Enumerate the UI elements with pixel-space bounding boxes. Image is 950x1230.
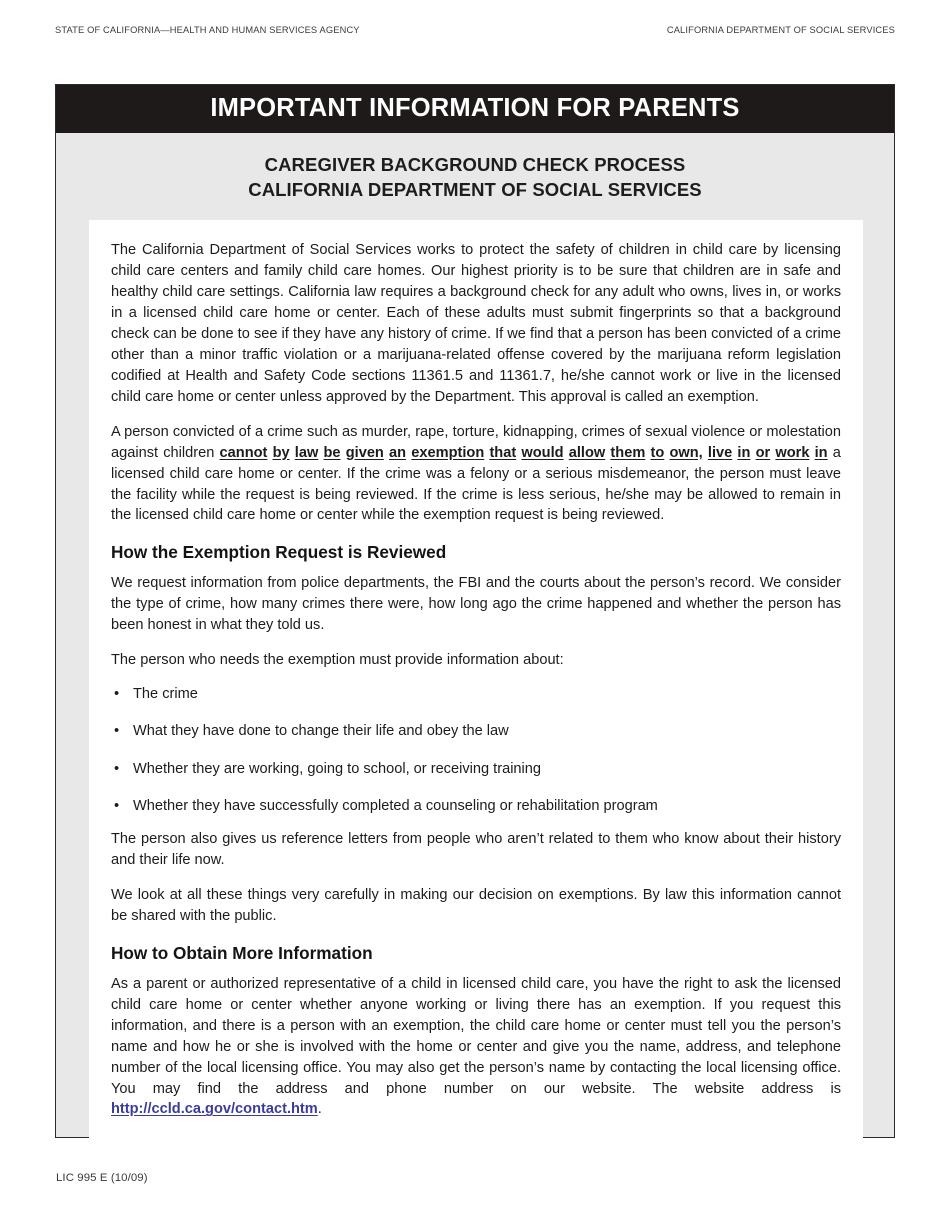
website-link[interactable]: http://ccld.ca.gov/contact.htm <box>111 1101 318 1118</box>
form-number: LIC 995 E (10/09) <box>56 1172 148 1184</box>
list-item-label: Whether they are working, going to school, or receiving training <box>133 760 542 777</box>
agency-header-left: STATE OF CALIFORNIA—HEALTH AND HUMAN SERVICES AGENCY <box>55 25 360 35</box>
subtitle-line-1: CAREGIVER BACKGROUND CHECK PROCESS <box>264 154 686 175</box>
list-item <box>111 721 841 741</box>
paragraph-intro: The California Department of Social Services works to protect the safety of children in child care by licensing child care centers and family child care homes. Our highest priority is to be sure that children are in safe and healthy child care settings. California law requires a background check for any adult who owns, lives in, or works in a licensed child care home or center. Each of these adults must submit fingerprints so that a background check can be done to see if they have any history of crime. If we find that a person has been convicted of a crime other than a minor traffic violation or a marijuana-related offense covered by the marijuana reform legislation codified at Health and Safety Code sections 11361.5 and 11361.7, he/she cannot work or live in the licensed child care home or center unless approved by the Department. This approval is called an exemption. <box>111 242 841 405</box>
paragraph-confidentiality: We look at all these things very carefully in making our decision on exemptions. By law this information cannot be shared with the public. <box>111 887 841 925</box>
paragraph-prohibition-post: a licensed child care home or center. If the crime was a felony or a serious misdemeanor, the person must leave the facility while the request is being reviewed. If the crime is less serious, he/she may be allowed to remain in the licensed child care home or center while the exemption request is being reviewed. <box>111 444 841 524</box>
bullet-icon: • <box>114 723 120 740</box>
list-item-label: The crime <box>133 685 198 702</box>
information-bullet-list <box>111 684 841 817</box>
paragraph-review-process: We request information from police departments, the FBI and the courts about the person’s record. We consider the type of crime, how many crimes there were, how long ago the crime happened and whether the person has been honest in what they told us. <box>111 575 841 633</box>
list-item <box>111 684 841 704</box>
page-title: IMPORTANT INFORMATION FOR PARENTS <box>210 93 740 122</box>
subtitle-block <box>56 133 894 220</box>
agency-header-right: CALIFORNIA DEPARTMENT OF SOCIAL SERVICES <box>666 25 895 35</box>
paragraph-prohibition <box>111 422 841 527</box>
paragraph-parent-rights-post: . <box>317 1101 322 1118</box>
list-item <box>111 759 841 779</box>
paragraph-reference-letters: The person also gives us reference letters from people who aren’t related to them who know about their history and their life now. <box>111 831 841 869</box>
title-banner <box>56 85 894 133</box>
bullet-icon: • <box>114 798 120 815</box>
heading-exemption-review: How the Exemption Request is Reviewed <box>111 542 447 563</box>
bullet-icon: • <box>114 685 120 702</box>
list-item-label: Whether they have successfully completed a counseling or rehabilitation program <box>133 798 658 815</box>
paragraph-parent-rights <box>111 974 841 1121</box>
agency-header <box>55 25 895 35</box>
heading-more-information: How to Obtain More Information <box>111 943 373 964</box>
paragraph-info-lead-in: The person who needs the exemption must provide information about: <box>111 651 564 668</box>
document-frame <box>55 84 895 1138</box>
list-item <box>111 796 841 816</box>
paragraph-prohibition-emphasis: cannot by law be given an exemption that would allow them to own, live in or work in <box>219 444 828 461</box>
subtitle-line-2: CALIFORNIA DEPARTMENT OF SOCIAL SERVICES <box>248 178 702 200</box>
paragraph-prohibition-pre: A person convicted of a crime such as murder, rape, torture, kidnapping, crimes of sexual violence or molestation against children <box>111 423 841 461</box>
content-card <box>89 220 863 1138</box>
bullet-icon: • <box>114 760 120 777</box>
paragraph-parent-rights-pre: As a parent or authorized representative of a child in licensed child care, you have the right to ask the licensed child care home or center whether anyone working or living there has an exemption. If you request this information, and there is a person with an exemption, the child care home or center must tell you the person’s name and how he or she is involved with the home or center and give you the name, address, and telephone number of the local licensing office. You may also get the person’s name by contacting the local licensing office. You may find the address and phone number on our website. The website address is <box>111 975 841 1097</box>
list-item-label: What they have done to change their life and obey the law <box>133 723 509 740</box>
